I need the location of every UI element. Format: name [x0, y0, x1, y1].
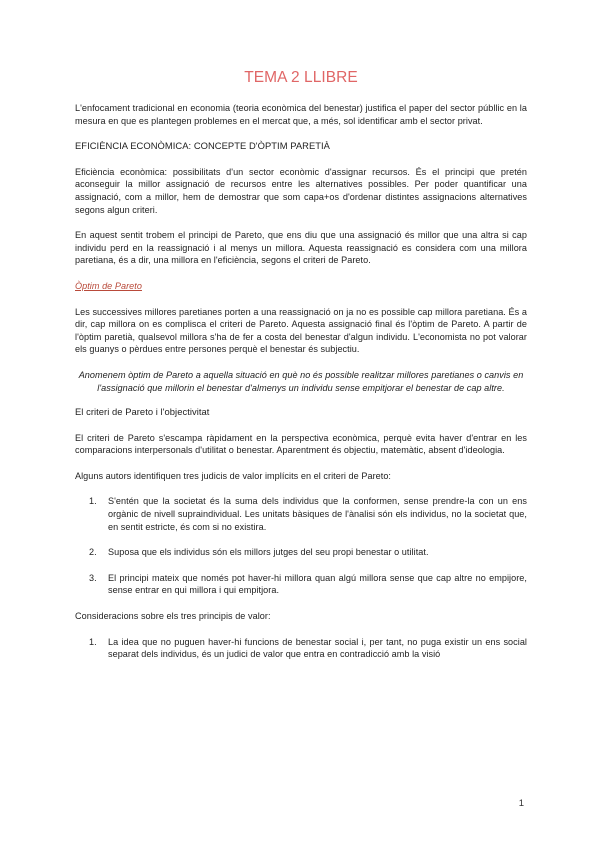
- objectivity-heading: El criteri de Pareto i l'objectivitat: [75, 406, 210, 418]
- intro-paragraph: L'enfocament tradicional en economia (teoria econòmica del benestar) justifica el paper del sector públlic en la mesura en que es plantegen problemes en el mercat que, a més, sol identificar amb el sector privat.: [75, 103, 527, 126]
- document-body: [75, 68, 527, 674]
- page-number: 1: [518, 798, 524, 809]
- list-item-number: 2.: [89, 547, 97, 558]
- list-item-number: 1.: [89, 496, 97, 507]
- list-item: [75, 572, 527, 597]
- list-item-text: El principi mateix que només pot haver-hi millora quan algú millora sense que cap altre no empijore, sense entrar en qui millora i qui empitjora.: [108, 572, 527, 596]
- judgments-intro-paragraph: Alguns autors identifiquen tres judicis de valor implícits en el criteri de Pareto:: [75, 470, 392, 481]
- optim-paragraph: Les successives millores paretianes porten a una reassignació on ja no es possible cap millora paretiana. És a dir, cap millora on es complisca el criteri de Pareto. Aquesta assignació final és l'òptim de Pareto. A partir de l'òptim paretià, qualsevol millora s'ha de fer a costa del benestar d'algun individu. L'economista no pot valorar els guanys o pèrdues entre persones perquè el benestar és subjectiu.: [75, 306, 527, 355]
- list-item: [75, 546, 527, 559]
- list-item: [75, 636, 527, 661]
- objectivity-paragraph: El criteri de Pareto s'escampa ràpidament en la perspectiva econòmica, perquè evita haver d'entrar en les comparacions interpersonals d'utilitat o benestar. Aparentment és objectiu, matemàtic, absent d'ideologia.: [75, 432, 527, 456]
- optim-heading: Òptim de Pareto: [75, 280, 142, 291]
- list-item-text: S'entén que la societat és la suma dels individus que la conformen, sense prendre-la con un ens orgànic de nivell supraindividual. Les unitats bàsiques de l'ànalisi són els individus, no la societat que, en sentit estricte, és com si no existira.: [108, 496, 527, 532]
- pareto-principle-paragraph: En aquest sentit trobem el principi de Pareto, que ens diu que una assignació és millor que una altra si cap individu perd en la reassignació i al menys un millora. Aquesta reassignació es considera com una millora paretiana, és a dir, una millora en l'eficiència, segons el criteri de Pareto.: [75, 230, 527, 266]
- document-title: TEMA 2 LLIBRE: [244, 69, 358, 86]
- list-item-number: 1.: [89, 636, 97, 647]
- considerations-list: [75, 636, 527, 661]
- efficiency-paragraph: Eficiència econòmica: possibilitats d'un sector econòmic d'assignar recursos. És el principi que pretén aconseguir la millor assignació de recursos entre les alternatives possibles. Per poder quantificar una assignació, com a millor, hem de demostrar que som capa+os d'ordenar distintes assignacions alternatives segons algun criteri.: [75, 166, 527, 215]
- optim-definition: Anomenem òptim de Pareto a aquella situació en què no és possible realitzar millores paretianes o canvis en l'assignació que millorin el benestar d'almenys un individu sense empitjorar el benestar de cap altre.: [78, 369, 524, 393]
- efficiency-heading: EFICIÈNCIA ECONÒMICA: CONCEPTE D'ÒPTIM PARETIÀ: [75, 140, 330, 152]
- judgments-list: [75, 495, 527, 597]
- list-item-text: Suposa que els individus són els millors jutges del seu propi benestar o utilitat.: [108, 547, 429, 558]
- list-item-text: La idea que no puguen haver-hi funcions de benestar social i, per tant, no puga existir un ens social separat dels individus, és un judici de valor que entra en contradicció amb la visió: [108, 636, 527, 660]
- list-item: [75, 495, 527, 533]
- considerations-paragraph: Consideracions sobre els tres principis de valor:: [75, 611, 271, 622]
- list-item-number: 3.: [89, 572, 97, 583]
